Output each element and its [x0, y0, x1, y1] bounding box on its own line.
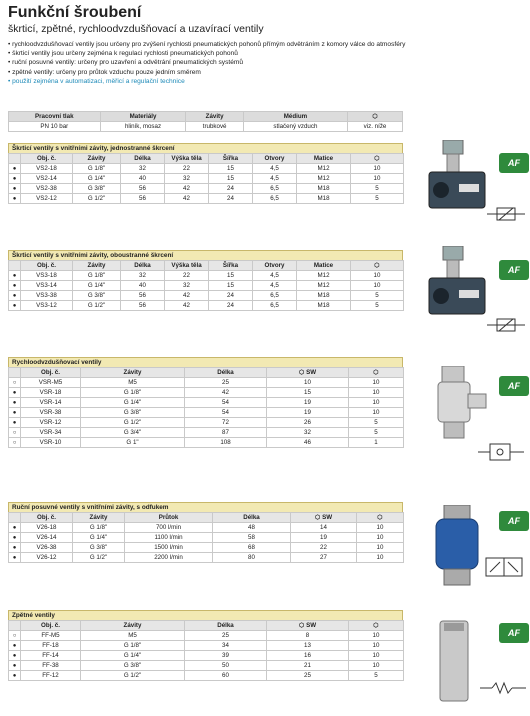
table-cell: 10	[357, 533, 404, 543]
table-cell: VS2-38	[21, 184, 73, 194]
table-cell: G 1/4"	[73, 281, 121, 291]
table-cell: G 1/8"	[73, 164, 121, 174]
table-cell: 4,5	[253, 281, 297, 291]
table-cell: 15	[209, 164, 253, 174]
availability-dot: ●	[9, 281, 21, 291]
table-cell: 13	[267, 641, 349, 651]
table-cell: 19	[267, 408, 349, 418]
table-row	[9, 631, 404, 641]
column-header	[9, 261, 21, 271]
column-header-label: SW	[306, 622, 317, 629]
wrench-size-icon: ⬡	[298, 622, 307, 629]
product-table	[8, 512, 404, 563]
table-cell: 68	[213, 543, 291, 553]
table-cell: 56	[121, 184, 165, 194]
table-cell: M12	[297, 174, 351, 184]
wrench-size-icon: ⬡	[298, 369, 307, 376]
table-cell: 10	[349, 408, 404, 418]
table-cell: M18	[297, 184, 351, 194]
table-row	[9, 301, 404, 311]
table-row	[9, 194, 404, 204]
column-header-label: SW	[306, 369, 317, 376]
package-icon: ⬡	[351, 154, 404, 164]
availability-dot: ●	[9, 408, 21, 418]
table-cell: 42	[165, 184, 209, 194]
product-table	[8, 620, 404, 681]
column-header: Obj. č.	[21, 513, 73, 523]
column-header: Závity	[81, 368, 185, 378]
table-cell: G 3/8"	[81, 408, 185, 418]
throttle-symbol-icon	[487, 316, 525, 334]
table-cell: 39	[185, 651, 267, 661]
section-title: Škrticí ventily s vnitřními závity, oboustranné škrcení	[8, 250, 403, 260]
feature-item: • ruční posuvné ventily: určeny pro uzavření a odvětrání pneumatických systémů	[8, 58, 405, 67]
valve-symbol-icon	[482, 552, 526, 596]
param-header: Závity	[186, 112, 243, 122]
availability-dot: ●	[9, 523, 21, 533]
column-header: Obj. č.	[21, 368, 81, 378]
table-cell: 27	[291, 553, 357, 563]
availability-dot: ○	[9, 631, 21, 641]
table-cell: 6,5	[253, 194, 297, 204]
table-cell: 24	[209, 184, 253, 194]
table-cell: 42	[165, 291, 209, 301]
table-cell: 24	[209, 301, 253, 311]
page-subtitle: škrticí, zpětné, rychloodvzdušňovací a uzavírací ventily	[8, 23, 264, 35]
table-cell: 42	[165, 194, 209, 204]
table-cell: 32	[121, 271, 165, 281]
table-cell: G 1/2"	[73, 553, 125, 563]
table-cell: FF-18	[21, 641, 81, 651]
package-icon: ⬡	[349, 368, 404, 378]
column-header	[9, 621, 21, 631]
column-header: Výška těla	[165, 154, 209, 164]
availability-dot: ○	[9, 378, 21, 388]
table-cell: 700 l/min	[125, 523, 213, 533]
section-flow-valves-double	[8, 250, 403, 311]
table-cell: 24	[209, 194, 253, 204]
feature-list	[8, 40, 405, 86]
section-quick-exhaust-valves	[8, 357, 403, 448]
table-cell: 25	[267, 671, 349, 681]
table-cell: 10	[349, 631, 404, 641]
table-cell: G 1/2"	[73, 301, 121, 311]
table-cell: 15	[209, 271, 253, 281]
column-header: Délka	[185, 368, 267, 378]
table-row	[9, 543, 404, 553]
table-cell: 19	[291, 533, 357, 543]
table-cell: 42	[165, 301, 209, 311]
table-cell: 4,5	[253, 271, 297, 281]
table-cell: 6,5	[253, 184, 297, 194]
availability-dot: ●	[9, 398, 21, 408]
product-table	[8, 260, 404, 311]
table-cell: VS3-12	[21, 301, 73, 311]
table-cell: 10	[357, 553, 404, 563]
table-cell: 10	[349, 661, 404, 671]
column-header: Závity	[73, 261, 121, 271]
table-row	[9, 281, 404, 291]
column-header: Obj. č.	[21, 261, 73, 271]
column-header: Délka	[121, 261, 165, 271]
table-cell: FF-38	[21, 661, 81, 671]
table-cell: G 1/4"	[73, 174, 121, 184]
table-cell: 56	[121, 194, 165, 204]
table-cell: 22	[291, 543, 357, 553]
param-header: Médium	[243, 112, 347, 122]
table-row	[9, 533, 404, 543]
table-cell: 32	[165, 174, 209, 184]
table-row	[9, 671, 404, 681]
table-cell: M12	[297, 281, 351, 291]
availability-dot: ●	[9, 388, 21, 398]
table-cell: VSR-10	[21, 438, 81, 448]
table-cell: G 1/4"	[81, 651, 185, 661]
throttle-symbol-icon	[487, 205, 525, 223]
feature-item: • škrticí ventily jsou určeny zejména k regulaci rychlosti pneumatických pohonů	[8, 49, 405, 58]
column-header: Délka	[121, 154, 165, 164]
column-header: Obj. č.	[21, 154, 73, 164]
availability-dot: ●	[9, 661, 21, 671]
table-cell: VS3-14	[21, 281, 73, 291]
table-cell: 5	[349, 428, 404, 438]
table-cell: G 1/2"	[81, 418, 185, 428]
table-cell: M18	[297, 291, 351, 301]
table-cell: FF-M5	[21, 631, 81, 641]
table-cell: 10	[349, 378, 404, 388]
table-cell: M5	[81, 378, 185, 388]
table-cell: 108	[185, 438, 267, 448]
table-cell: 5	[351, 301, 404, 311]
table-cell: 24	[209, 291, 253, 301]
table-cell: 58	[213, 533, 291, 543]
table-row	[9, 174, 404, 184]
column-header: Výška těla	[165, 261, 209, 271]
column-header: Matice	[297, 154, 351, 164]
table-cell: 4,5	[253, 174, 297, 184]
param-value: trubkové	[186, 122, 243, 132]
table-cell: M5	[81, 631, 185, 641]
column-header: Délka	[185, 621, 267, 631]
section-title: Rychloodvzdušňovací ventily	[8, 357, 403, 367]
column-header	[9, 368, 21, 378]
table-cell: 32	[267, 428, 349, 438]
table-cell: 15	[267, 388, 349, 398]
table-cell: 5	[351, 291, 404, 301]
table-cell: 1500 l/min	[125, 543, 213, 553]
table-cell: G 1/2"	[73, 194, 121, 204]
table-cell: G 1"	[81, 438, 185, 448]
column-header: Obj. č.	[21, 621, 81, 631]
availability-dot: ●	[9, 271, 21, 281]
table-cell: G 1/2"	[81, 671, 185, 681]
table-cell: VSR-34	[21, 428, 81, 438]
table-cell: 48	[213, 523, 291, 533]
availability-dot: ●	[9, 301, 21, 311]
table-cell: G 3/8"	[73, 291, 121, 301]
feature-item-highlight: • použití zejména v automatizaci, měřicí a regulační technice	[8, 77, 405, 86]
table-cell: 6,5	[253, 301, 297, 311]
availability-dot: ●	[9, 543, 21, 553]
section-title: Zpětné ventily	[8, 610, 403, 620]
table-cell: 10	[351, 271, 404, 281]
table-cell: 26	[267, 418, 349, 428]
quick-exhaust-valve-image	[432, 366, 492, 446]
availability-dot: ●	[9, 651, 21, 661]
param-value: PN 10 bar	[9, 122, 101, 132]
feature-item: • rychloodvzdušňovací ventily jsou určeny pro zvýšení rychlosti pneumatických pohonů přímým odvětráním z komory válce do atmosféry	[8, 40, 405, 49]
table-cell: 19	[267, 398, 349, 408]
column-header	[267, 621, 349, 631]
table-cell: 50	[185, 661, 267, 671]
table-cell: 15	[209, 281, 253, 291]
table-cell: VSR-12	[21, 418, 81, 428]
manual-slide-valve-image	[430, 505, 490, 595]
availability-dot: ●	[9, 533, 21, 543]
availability-dot: ●	[9, 194, 21, 204]
table-cell: 42	[185, 388, 267, 398]
package-icon: ⬡	[351, 261, 404, 271]
table-cell: G 1/4"	[81, 398, 185, 408]
af-logo: AF	[499, 376, 529, 396]
column-header: Délka	[213, 513, 291, 523]
af-logo: AF	[499, 153, 529, 173]
table-cell: FF-14	[21, 651, 81, 661]
table-cell: 80	[213, 553, 291, 563]
table-cell: G 1/8"	[73, 271, 121, 281]
af-logo: AF	[499, 623, 529, 643]
table-row	[9, 398, 404, 408]
section-title: Škrticí ventily s vnitřními závity, jednostranné škrcení	[8, 143, 403, 153]
table-cell: 56	[121, 301, 165, 311]
table-cell: 1100 l/min	[125, 533, 213, 543]
table-cell: 5	[349, 671, 404, 681]
package-icon: ⬡	[349, 621, 404, 631]
table-cell: G 1/8"	[81, 388, 185, 398]
table-row	[9, 418, 404, 428]
column-header: Šířka	[209, 154, 253, 164]
param-value: stlačený vzduch	[243, 122, 347, 132]
table-cell: 34	[185, 641, 267, 651]
parameters-table	[8, 111, 403, 132]
table-cell: G 1/8"	[73, 523, 125, 533]
column-header	[9, 154, 21, 164]
table-cell: 1	[349, 438, 404, 448]
section-manual-slide-valves	[8, 502, 403, 563]
table-cell: 10	[349, 398, 404, 408]
availability-dot: ●	[9, 174, 21, 184]
column-header: Otvory	[253, 261, 297, 271]
column-header: Závity	[73, 154, 121, 164]
table-row	[9, 164, 404, 174]
table-row	[9, 523, 404, 533]
section-check-valves	[8, 610, 403, 681]
table-row	[9, 388, 404, 398]
availability-dot: ●	[9, 553, 21, 563]
table-cell: FF-12	[21, 671, 81, 681]
table-cell: VSR-18	[21, 388, 81, 398]
table-cell: 2200 l/min	[125, 553, 213, 563]
table-row	[9, 661, 404, 671]
column-header: Závity	[81, 621, 185, 631]
section-flow-valves-single	[8, 143, 403, 204]
table-cell: G 1/4"	[73, 533, 125, 543]
table-cell: 10	[357, 543, 404, 553]
table-cell: 10	[349, 651, 404, 661]
table-cell: V26-18	[21, 523, 73, 533]
table-cell: 32	[165, 281, 209, 291]
table-cell: V26-12	[21, 553, 73, 563]
column-header	[267, 368, 349, 378]
table-cell: VS2-12	[21, 194, 73, 204]
af-logo: AF	[499, 511, 529, 531]
availability-dot: ○	[9, 438, 21, 448]
table-cell: 54	[185, 408, 267, 418]
package-icon: ⬡	[357, 513, 404, 523]
page-title: Funkční šroubení	[8, 4, 142, 21]
table-cell: 14	[291, 523, 357, 533]
availability-dot: ○	[9, 428, 21, 438]
product-table	[8, 367, 404, 448]
product-table	[8, 153, 404, 204]
availability-dot: ●	[9, 164, 21, 174]
column-header: Šířka	[209, 261, 253, 271]
wrench-size-icon: ⬡	[314, 514, 323, 521]
table-cell: M18	[297, 194, 351, 204]
table-cell: 5	[351, 194, 404, 204]
flow-valve-image	[425, 140, 495, 220]
table-row	[9, 271, 404, 281]
table-cell: 32	[121, 164, 165, 174]
table-cell: 87	[185, 428, 267, 438]
availability-dot: ●	[9, 671, 21, 681]
table-cell: 8	[267, 631, 349, 641]
check-valve-symbol-icon	[480, 680, 526, 696]
table-cell: 10	[349, 388, 404, 398]
table-cell: VS3-38	[21, 291, 73, 301]
table-row	[9, 378, 404, 388]
table-cell: G 3/4"	[81, 428, 185, 438]
table-cell: 4,5	[253, 164, 297, 174]
table-row	[9, 553, 404, 563]
table-cell: 10	[351, 164, 404, 174]
availability-dot: ●	[9, 291, 21, 301]
table-cell: 56	[121, 291, 165, 301]
quick-exhaust-symbol-icon	[478, 440, 526, 466]
availability-dot: ●	[9, 418, 21, 428]
table-cell: V26-38	[21, 543, 73, 553]
table-cell: G 3/8"	[73, 184, 121, 194]
column-header	[291, 513, 357, 523]
check-valve-image	[432, 617, 482, 707]
table-cell: VSR-M5	[21, 378, 81, 388]
param-value: hliník, mosaz	[100, 122, 186, 132]
availability-dot: ●	[9, 184, 21, 194]
table-cell: 22	[165, 164, 209, 174]
table-row	[9, 408, 404, 418]
table-cell: 10	[351, 174, 404, 184]
table-cell: VS3-18	[21, 271, 73, 281]
table-cell: VS2-14	[21, 174, 73, 184]
table-cell: 10	[357, 523, 404, 533]
table-cell: 72	[185, 418, 267, 428]
af-logo: AF	[499, 260, 529, 280]
table-cell: 22	[165, 271, 209, 281]
param-header: Materiály	[100, 112, 186, 122]
table-cell: 54	[185, 398, 267, 408]
section-title: Ruční posuvné ventily s vnitřními závity, s odfukem	[8, 502, 403, 512]
table-cell: 10	[351, 281, 404, 291]
table-cell: M12	[297, 271, 351, 281]
table-row	[9, 641, 404, 651]
table-cell: 21	[267, 661, 349, 671]
feature-item: • zpětné ventily: určeny pro průtok vzduchu pouze jedním směrem	[8, 68, 405, 77]
column-header: Otvory	[253, 154, 297, 164]
column-header-label: SW	[322, 514, 333, 521]
table-cell: VSR-38	[21, 408, 81, 418]
table-cell: VSR-14	[21, 398, 81, 408]
table-cell: 25	[185, 631, 267, 641]
table-row	[9, 438, 404, 448]
table-cell: 16	[267, 651, 349, 661]
table-cell: VS2-18	[21, 164, 73, 174]
table-cell: 10	[349, 641, 404, 651]
table-cell: 25	[185, 378, 267, 388]
table-cell: 40	[121, 174, 165, 184]
table-row	[9, 428, 404, 438]
column-header	[9, 513, 21, 523]
table-cell: G 3/8"	[73, 543, 125, 553]
table-cell: 10	[267, 378, 349, 388]
table-row	[9, 184, 404, 194]
table-cell: V26-14	[21, 533, 73, 543]
column-header: Matice	[297, 261, 351, 271]
table-cell: M18	[297, 301, 351, 311]
column-header: Průtok	[125, 513, 213, 523]
param-value: viz. níže	[348, 122, 403, 132]
table-cell: G 1/8"	[81, 641, 185, 651]
table-cell: 6,5	[253, 291, 297, 301]
table-row	[9, 651, 404, 661]
param-header: Pracovní tlak	[9, 112, 101, 122]
table-cell: 15	[209, 174, 253, 184]
table-cell: 60	[185, 671, 267, 681]
table-cell: 40	[121, 281, 165, 291]
table-row	[9, 291, 404, 301]
availability-dot: ●	[9, 641, 21, 651]
table-cell: G 3/8"	[81, 661, 185, 671]
table-cell: 5	[349, 418, 404, 428]
table-cell: 46	[267, 438, 349, 448]
column-header: Závity	[73, 513, 125, 523]
flow-valve-double-image	[425, 246, 495, 326]
table-cell: M12	[297, 164, 351, 174]
param-header-package-icon: ⬡	[348, 112, 403, 122]
table-cell: 5	[351, 184, 404, 194]
